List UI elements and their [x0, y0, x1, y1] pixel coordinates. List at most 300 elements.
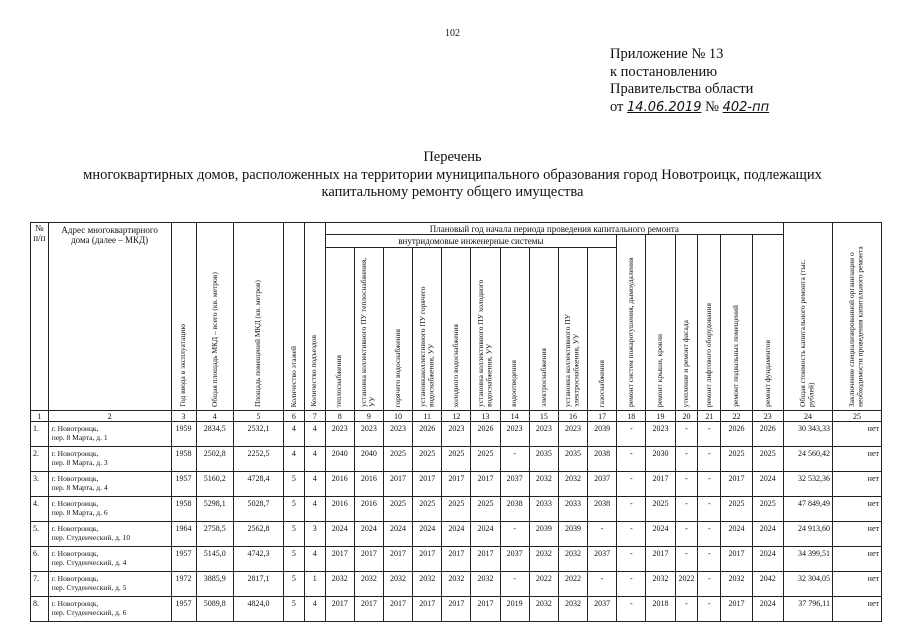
work-year-cell: 2023	[529, 422, 558, 447]
address-cell	[48, 522, 171, 547]
conclusion-cell: нет	[832, 522, 881, 547]
row-number: 3.	[31, 472, 49, 497]
work-year-cell: -	[698, 522, 721, 547]
entrances-cell: 4	[304, 472, 325, 497]
work-year-cell: 2024	[752, 472, 783, 497]
work-year-cell: 2024	[325, 522, 354, 547]
premises-area-cell: 2562,8	[234, 522, 284, 547]
work-year-cell: -	[675, 522, 698, 547]
column-number: 11	[413, 411, 442, 422]
work-year-cell: 2025	[471, 497, 500, 522]
work-year-cell: -	[617, 522, 646, 547]
appendix-block	[610, 46, 769, 116]
work-label-14: ремонт лифтового оборудования	[704, 302, 714, 407]
work-year-cell: 2037	[500, 472, 529, 497]
column-number: 13	[471, 411, 500, 422]
col-header-conclusion	[832, 223, 881, 411]
column-number-row	[31, 411, 882, 422]
appendix-line1: Приложение № 13	[610, 46, 724, 62]
row-number: 7.	[31, 572, 49, 597]
entrances-cell: 3	[304, 522, 325, 547]
work-year-cell: 2038	[500, 497, 529, 522]
row-number: 8.	[31, 597, 49, 622]
address-cell	[48, 447, 171, 472]
work-year-cell: 2023	[500, 422, 529, 447]
column-number: 17	[588, 411, 617, 422]
work-year-cell: 2017	[471, 597, 500, 622]
total-area-cell: 2502,8	[196, 447, 233, 472]
work-year-cell: 2037	[588, 547, 617, 572]
work-year-cell: 2017	[471, 472, 500, 497]
column-number: 20	[675, 411, 698, 422]
total-area-cell: 5089,8	[196, 597, 233, 622]
work-year-cell: -	[588, 572, 617, 597]
cost-cell: 37 796,11	[784, 597, 833, 622]
entrances-cell: 4	[304, 422, 325, 447]
conclusion-cell: нет	[832, 447, 881, 472]
work-year-cell: -	[698, 472, 721, 497]
total-area-cell: 2758,5	[196, 522, 233, 547]
year-cell: 1964	[171, 522, 196, 547]
work-label-5: холодного водоснабжения	[451, 323, 461, 407]
work-year-cell: -	[500, 572, 529, 597]
col-header-work-13	[675, 235, 698, 411]
work-year-cell: 2016	[354, 497, 383, 522]
work-year-cell: 2026	[752, 422, 783, 447]
title-line3: капитальному ремонту общего имущества	[321, 184, 584, 200]
column-number: 15	[529, 411, 558, 422]
work-year-cell: 2024	[383, 522, 412, 547]
work-year-cell: 2040	[354, 447, 383, 472]
work-label-15: ремонт подвальных помещений	[731, 305, 741, 407]
work-year-cell: 2024	[646, 522, 675, 547]
work-label-11: ремонт систем пожаротушения, дымоудаления	[626, 257, 636, 407]
appendix-line3: Правительства области	[610, 81, 754, 97]
work-year-cell: 2032	[442, 572, 471, 597]
work-year-cell: 2026	[471, 422, 500, 447]
work-label-9: установка коллективного ПУ электроснабжения, УУ	[563, 314, 581, 407]
work-year-cell: 2040	[325, 447, 354, 472]
work-label-3: горячего водоснабжения	[392, 328, 402, 407]
work-year-cell: 2017	[646, 547, 675, 572]
column-number: 21	[698, 411, 721, 422]
floors-cell: 4	[284, 422, 305, 447]
work-year-cell: 2025	[413, 497, 442, 522]
col-header-floors	[284, 223, 305, 411]
row-number: 2.	[31, 447, 49, 472]
address-city: г. Новотроицк,	[51, 424, 99, 433]
col-header-work-7	[500, 247, 529, 410]
year-cell: 1957	[171, 547, 196, 572]
table-row	[31, 422, 882, 447]
work-year-cell: 2032	[721, 572, 752, 597]
column-number: 5	[234, 411, 284, 422]
table-row	[31, 497, 882, 522]
year-cell: 1958	[171, 497, 196, 522]
work-year-cell: 2038	[588, 497, 617, 522]
work-year-cell: 2016	[354, 472, 383, 497]
floors-cell: 5	[284, 597, 305, 622]
table-row	[31, 522, 882, 547]
handwritten-date: 14.06.2019	[627, 99, 702, 115]
work-year-cell: 2032	[558, 547, 587, 572]
work-year-cell: -	[500, 522, 529, 547]
address-street: пер. Студенческий, д. 10	[51, 533, 131, 542]
work-year-cell: 2017	[354, 597, 383, 622]
total-area-cell: 5160,2	[196, 472, 233, 497]
work-year-cell: -	[500, 447, 529, 472]
year-cell: 1959	[171, 422, 196, 447]
floors-cell: 4	[284, 447, 305, 472]
work-year-cell: -	[617, 597, 646, 622]
work-year-cell: 2025	[646, 497, 675, 522]
col-header-work-15	[721, 235, 752, 411]
col-header-work-9	[558, 247, 587, 410]
work-year-cell: -	[698, 497, 721, 522]
address-cell	[48, 472, 171, 497]
work-year-cell: 2017	[442, 597, 471, 622]
work-year-cell: -	[675, 497, 698, 522]
col-header-premises-area-text: Площадь помещений МКД (кв. метров)	[253, 280, 263, 407]
floors-cell: 5	[284, 572, 305, 597]
year-cell: 1972	[171, 572, 196, 597]
col-header-total-area-text: Общая площадь МКД – всего (кв. метров)	[209, 272, 219, 407]
entrances-cell: 4	[304, 597, 325, 622]
conclusion-cell: нет	[832, 597, 881, 622]
work-year-cell: 2035	[558, 447, 587, 472]
column-number: 16	[558, 411, 587, 422]
floors-cell: 5	[284, 497, 305, 522]
premises-area-cell: 2252,5	[234, 447, 284, 472]
cost-cell: 47 849,49	[784, 497, 833, 522]
address-cell	[48, 497, 171, 522]
work-year-cell: 2032	[383, 572, 412, 597]
work-label-1: теплоснабжения	[334, 354, 344, 407]
col-header-planned-year: Плановый год начала периода проведения капитального ремонта	[325, 223, 783, 235]
work-year-cell: 2039	[529, 522, 558, 547]
document-title	[40, 149, 865, 202]
year-cell: 1958	[171, 447, 196, 472]
table-row	[31, 472, 882, 497]
work-year-cell: 2025	[442, 447, 471, 472]
entrances-cell: 4	[304, 447, 325, 472]
work-year-cell: -	[617, 472, 646, 497]
work-year-cell: 2017	[442, 472, 471, 497]
row-number: 6.	[31, 547, 49, 572]
col-header-work-4	[413, 247, 442, 410]
year-cell: 1957	[171, 597, 196, 622]
premises-area-cell: 4824,0	[234, 597, 284, 622]
address-city: г. Новотроицк,	[51, 524, 99, 533]
work-year-cell: 2024	[752, 547, 783, 572]
work-year-cell: 2032	[354, 572, 383, 597]
work-year-cell: 2025	[721, 497, 752, 522]
work-year-cell: 2030	[646, 447, 675, 472]
table-row	[31, 597, 882, 622]
work-year-cell: 2039	[588, 422, 617, 447]
col-header-work-6	[471, 247, 500, 410]
conclusion-cell: нет	[832, 547, 881, 572]
premises-area-cell: 2817,1	[234, 572, 284, 597]
conclusion-cell: нет	[832, 472, 881, 497]
work-year-cell: 2025	[383, 447, 412, 472]
cost-cell: 24 560,42	[784, 447, 833, 472]
work-year-cell: -	[698, 422, 721, 447]
address-cell	[48, 422, 171, 447]
work-year-cell: -	[617, 422, 646, 447]
column-number: 14	[500, 411, 529, 422]
work-year-cell: 2033	[529, 497, 558, 522]
work-year-cell: 2023	[646, 422, 675, 447]
work-year-cell: 2024	[752, 522, 783, 547]
column-number: 25	[832, 411, 881, 422]
table-row	[31, 547, 882, 572]
work-year-cell: 2023	[325, 422, 354, 447]
premises-area-cell: 2532,1	[234, 422, 284, 447]
work-year-cell: -	[617, 447, 646, 472]
page-number: 102	[445, 28, 460, 39]
work-year-cell: 2032	[325, 572, 354, 597]
column-number: 18	[617, 411, 646, 422]
work-year-cell: 2019	[500, 597, 529, 622]
work-year-cell: 2024	[442, 522, 471, 547]
work-year-cell: -	[675, 447, 698, 472]
table-row	[31, 447, 882, 472]
work-year-cell: 2032	[471, 572, 500, 597]
work-year-cell: 2017	[413, 472, 442, 497]
work-year-cell: 2023	[442, 422, 471, 447]
capital-repair-table	[30, 222, 882, 622]
total-area-cell: 5145,0	[196, 547, 233, 572]
work-year-cell: 2024	[752, 597, 783, 622]
work-label-7: водоотведения	[509, 360, 519, 407]
address-street: пер. 8 Марта, д. 6	[51, 508, 108, 517]
cost-cell: 34 399,51	[784, 547, 833, 572]
work-year-cell: 2025	[413, 447, 442, 472]
col-header-internal-systems: внутридомовые инженерные системы	[325, 235, 617, 248]
col-header-floors-text: Количество этажей	[288, 345, 298, 407]
column-number: 6	[284, 411, 305, 422]
cost-cell: 30 343,33	[784, 422, 833, 447]
row-number: 1.	[31, 422, 49, 447]
work-year-cell: 2032	[558, 472, 587, 497]
handwritten-number: 402-пп	[722, 99, 770, 115]
col-header-work-8	[529, 247, 558, 410]
work-label-8: электроснабжения	[538, 348, 548, 407]
work-year-cell: 2033	[558, 497, 587, 522]
entrances-cell: 1	[304, 572, 325, 597]
column-number: 9	[354, 411, 383, 422]
cost-cell: 24 913,60	[784, 522, 833, 547]
col-header-work-11	[617, 235, 646, 411]
col-header-cost-text: Общая стоимость капитального ремонта (тыс. рублей)	[798, 259, 816, 407]
work-year-cell: -	[675, 547, 698, 572]
work-year-cell: 2017	[646, 472, 675, 497]
work-year-cell: -	[588, 522, 617, 547]
work-year-cell: 2017	[471, 547, 500, 572]
work-label-10: газоснабжения	[596, 359, 606, 407]
floors-cell: 5	[284, 547, 305, 572]
cost-cell: 32 304,05	[784, 572, 833, 597]
column-number: 4	[196, 411, 233, 422]
work-year-cell: 2018	[646, 597, 675, 622]
work-year-cell: 2016	[325, 472, 354, 497]
work-year-cell: 2022	[675, 572, 698, 597]
address-cell	[48, 597, 171, 622]
work-year-cell: -	[675, 472, 698, 497]
column-number: 2	[48, 411, 171, 422]
table-row	[31, 572, 882, 597]
work-year-cell: 2017	[383, 472, 412, 497]
work-year-cell: 2017	[721, 547, 752, 572]
work-year-cell: 2025	[752, 497, 783, 522]
address-city: г. Новотроицк,	[51, 549, 99, 558]
work-year-cell: 2032	[413, 572, 442, 597]
address-street: пер. Студенческий, д. 4	[51, 558, 127, 567]
work-year-cell: 2025	[442, 497, 471, 522]
col-header-conclusion-text: Заключение специализированной организации о необходимости проведения капитального ремонта	[847, 246, 865, 407]
work-label-2: установка коллективного ПУ теплоснабжения, УУ	[359, 257, 377, 407]
work-year-cell: 2025	[721, 447, 752, 472]
col-header-address: Адрес многоквартирного дома (далее – МКД)	[48, 223, 171, 411]
column-number: 22	[721, 411, 752, 422]
work-year-cell: 2037	[588, 597, 617, 622]
col-header-work-3	[383, 247, 412, 410]
work-year-cell: 2025	[752, 447, 783, 472]
work-year-cell: 2039	[558, 522, 587, 547]
work-year-cell: 2017	[442, 547, 471, 572]
address-city: г. Новотроицк,	[51, 574, 99, 583]
address-street: пер. 8 Марта, д. 4	[51, 483, 108, 492]
appendix-line2: к постановлению	[610, 63, 718, 80]
work-year-cell: 2037	[588, 472, 617, 497]
work-year-cell: 2024	[413, 522, 442, 547]
work-year-cell: 2022	[529, 572, 558, 597]
work-year-cell: 2017	[383, 547, 412, 572]
row-number: 4.	[31, 497, 49, 522]
column-number: 10	[383, 411, 412, 422]
column-number: 12	[442, 411, 471, 422]
work-year-cell: 2022	[558, 572, 587, 597]
work-year-cell: -	[698, 597, 721, 622]
work-year-cell: 2016	[325, 497, 354, 522]
column-number: 7	[304, 411, 325, 422]
address-city: г. Новотроицк,	[51, 599, 99, 608]
col-header-work-1	[325, 247, 354, 410]
work-year-cell: 2042	[752, 572, 783, 597]
entrances-cell: 4	[304, 497, 325, 522]
work-year-cell: 2017	[383, 597, 412, 622]
col-header-entrances-text: Количество подъездов	[309, 335, 319, 407]
work-year-cell: 2017	[325, 547, 354, 572]
title-line1: Перечень	[423, 149, 482, 165]
row-number: 5.	[31, 522, 49, 547]
address-street: пер. 8 Марта, д. 1	[51, 433, 108, 442]
work-year-cell: 2024	[471, 522, 500, 547]
col-header-work-5	[442, 247, 471, 410]
work-year-cell: -	[617, 572, 646, 597]
from-label: от	[610, 98, 624, 115]
work-year-cell: 2023	[558, 422, 587, 447]
floors-cell: 5	[284, 522, 305, 547]
work-year-cell: 2017	[721, 597, 752, 622]
work-label-16: ремонт фундаментов	[762, 340, 772, 407]
work-year-cell: 2017	[325, 597, 354, 622]
work-year-cell: 2025	[471, 447, 500, 472]
column-number: 24	[784, 411, 833, 422]
address-street: пер. Студенческий, д. 5	[51, 583, 127, 592]
address-street: пер. Студенческий, д. 6	[51, 608, 127, 617]
col-header-work-14	[698, 235, 721, 411]
col-header-work-12	[646, 235, 675, 411]
work-year-cell: 2017	[413, 597, 442, 622]
address-cell	[48, 572, 171, 597]
work-year-cell: 2035	[529, 447, 558, 472]
work-year-cell: -	[675, 422, 698, 447]
total-area-cell: 3885,9	[196, 572, 233, 597]
title-line2: многоквартирных домов, расположенных на территории муниципального образования город Новотроицк, подлежащих	[83, 166, 822, 183]
column-number: 3	[171, 411, 196, 422]
work-year-cell: 2032	[529, 547, 558, 572]
premises-area-cell: 4728,4	[234, 472, 284, 497]
work-year-cell: 2024	[354, 522, 383, 547]
number-label: №	[705, 98, 719, 115]
work-year-cell: 2038	[588, 447, 617, 472]
entrances-cell: 4	[304, 547, 325, 572]
column-number: 23	[752, 411, 783, 422]
column-number: 19	[646, 411, 675, 422]
col-header-year	[171, 223, 196, 411]
work-year-cell: -	[698, 547, 721, 572]
address-cell	[48, 547, 171, 572]
cost-cell: 32 532,36	[784, 472, 833, 497]
premises-area-cell: 4742,3	[234, 547, 284, 572]
work-year-cell: 2032	[529, 597, 558, 622]
col-header-total-area	[196, 223, 233, 411]
conclusion-cell: нет	[832, 497, 881, 522]
floors-cell: 5	[284, 472, 305, 497]
work-label-4: установкаколлективного ПУ горячего водоснабжения, УУ	[417, 286, 436, 407]
work-year-cell: 2023	[354, 422, 383, 447]
address-city: г. Новотроицк,	[51, 449, 99, 458]
col-header-work-16	[752, 235, 783, 411]
work-year-cell: 2017	[354, 547, 383, 572]
address-city: г. Новотроицк,	[51, 474, 99, 483]
work-label-6: установка коллективного ПУ холодного водоснабжения, УУ	[476, 279, 494, 407]
col-header-premises-area	[234, 223, 284, 411]
col-header-entrances	[304, 223, 325, 411]
col-header-num: № п/п	[31, 223, 49, 411]
appendix-date-line	[610, 99, 769, 117]
work-year-cell: -	[698, 447, 721, 472]
work-year-cell: 2026	[413, 422, 442, 447]
work-year-cell: 2017	[721, 472, 752, 497]
col-header-work-2	[354, 247, 383, 410]
work-year-cell: 2032	[558, 597, 587, 622]
conclusion-cell: нет	[832, 422, 881, 447]
work-year-cell: -	[698, 572, 721, 597]
work-year-cell: -	[675, 597, 698, 622]
work-year-cell: 2025	[383, 497, 412, 522]
work-year-cell: 2032	[529, 472, 558, 497]
work-year-cell: 2026	[721, 422, 752, 447]
work-year-cell: -	[617, 497, 646, 522]
col-header-work-10	[588, 247, 617, 410]
address-street: пер. 8 Марта, д. 3	[51, 458, 108, 467]
work-year-cell: 2024	[721, 522, 752, 547]
col-header-cost	[784, 223, 833, 411]
work-year-cell: -	[617, 547, 646, 572]
